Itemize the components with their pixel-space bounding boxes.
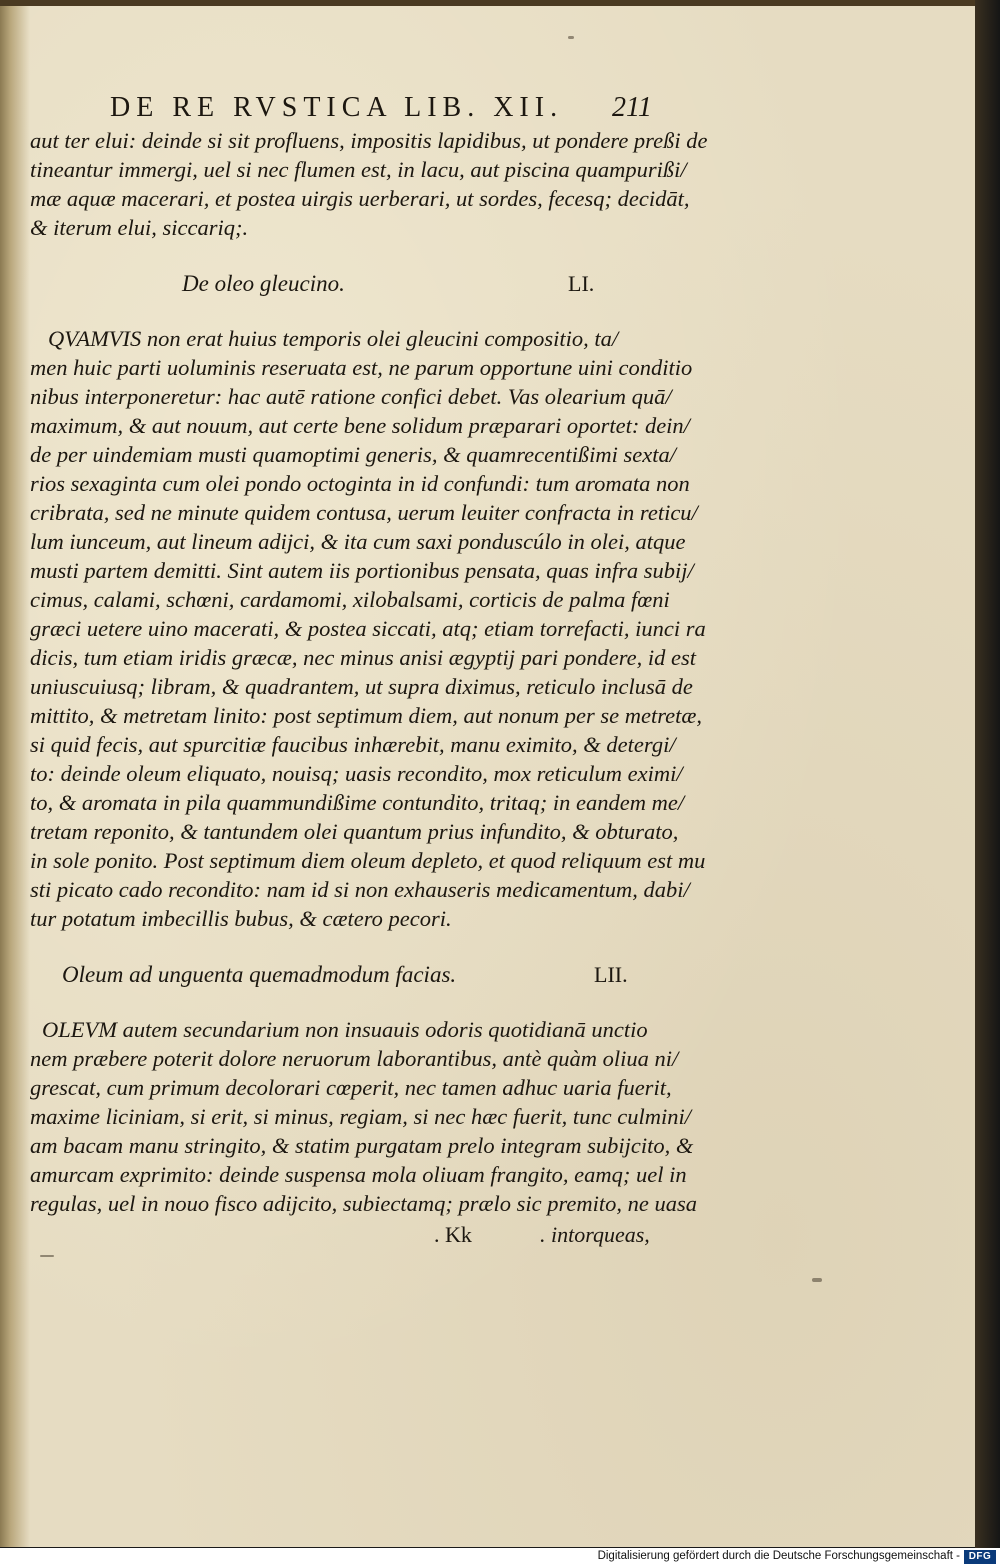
paper-speck (812, 1278, 822, 1282)
footer-credit: Digitalisierung gefördert durch die Deutsche Forschungsgemeinschaft - (597, 1550, 960, 1562)
text-line: regulas, uel in nouo fisco adijcito, subiectamq; prælo sic premito, ne uasa (30, 1191, 698, 1216)
running-head-title: DE RE RVSTICA LIB. XII. (110, 92, 564, 123)
text-line: & iterum elui, siccariq;. (30, 215, 249, 240)
text-line: uniuscuiusq; libram, & quadrantem, ut supra diximus, reticulo inclusā de (30, 674, 693, 699)
chapter-52-number: LII. (594, 962, 628, 987)
text-line: de per uindemiam musti quamoptimi generis, & quamrecentißimi sexta/ (30, 442, 676, 467)
signature-mark: . Kk (434, 1222, 472, 1247)
text-line: amurcam exprimito: deinde suspensa mola oliuam frangito, eamq; uel in (30, 1162, 687, 1187)
text-line: to: deinde oleum eliquato, nouisq; uasis recondito, mox reticulum eximi/ (30, 761, 683, 786)
text-line: tur potatum imbecillis bubus, & cætero pecori. (30, 906, 452, 931)
text-line: cribrata, sed ne minute quidem contusa, uerum leuiter confracta in reticu/ (30, 500, 698, 525)
text-line: tretam reponito, & tantundem olei quantum prius infundito, & obturato, (30, 819, 679, 844)
text-line: mæ aquæ macerari, et postea uirgis uerberari, ut sordes, fecesq; decidāt, (30, 186, 690, 211)
text-line: in sole ponito. Post septimum diem oleum depleto, et quod reliquum est mu (30, 848, 706, 873)
text-line: men huic parti uoluminis reseruata est, ne parum opportune uini conditio (30, 355, 693, 380)
text-line: cimus, calami, schœni, cardamomi, xilobalsami, corticis de palma fœni (30, 587, 670, 612)
chapter-52-heading: Oleum ad unguenta quemadmodum facias. (62, 962, 457, 987)
text-line: to, & aromata in pila quammundißime contundito, tritaq; in eandem me/ (30, 790, 685, 815)
page-gutter-shadow (0, 6, 30, 1547)
text-line: mittito, & metretam linito: post septimum diem, aut nonum per se metretæ, (30, 703, 703, 728)
text-line: græci uetere uino macerati, & postea siccati, atq; etiam torrefacti, iunci ra (30, 616, 706, 641)
text-line: QVAMVIS non erat huius temporis olei gleucini compositio, ta/ (48, 326, 619, 351)
page-number: 211 (612, 92, 652, 123)
text-line: musti partem demitti. Sint autem iis portionibus pensata, quas infra subij/ (30, 558, 694, 583)
text-line: lum iunceum, aut lineum adijci, & ita cum saxi ponduscúlo in olei, atque (30, 529, 686, 554)
text-line: dicis, tum etiam iridis græcæ, nec minus anisi ægyptij pari pondere, id est (30, 645, 697, 670)
text-line: maxime liciniam, si erit, si minus, regiam, si nec hæc fuerit, tunc culmini/ (30, 1104, 691, 1129)
paper-speck (40, 1255, 54, 1257)
catchword: . intorqueas, (540, 1222, 650, 1247)
text-line: rios sexaginta cum olei pondo octoginta in id confundi: tum aromata non (30, 471, 690, 496)
text-line: OLEVM autem secundarium non insuauis odoris quotidianā unctio (42, 1017, 648, 1042)
dfg-logo: DFG (964, 1550, 996, 1564)
paper-speck (568, 36, 574, 39)
text-line: nem præbere poterit dolore neruorum laborantibus, antè quàm oliua ni/ (30, 1046, 679, 1071)
page-right-edge (975, 0, 1000, 1548)
text-line: am bacam manu stringito, & statim purgatam prelo integram subijcito, & (30, 1133, 694, 1158)
text-line: si quid fecis, aut spurcitiæ faucibus inhærebit, manu eximito, & detergi/ (30, 732, 676, 757)
text-line: maximum, & aut nouum, aut certe bene solidum præparari oportet: dein/ (30, 413, 690, 438)
digitization-footer (0, 1548, 1000, 1567)
chapter-51-number: LI. (568, 271, 595, 296)
text-line: aut ter elui: deinde si sit profluens, impositis lapidibus, ut pondere preßi de (30, 128, 708, 153)
text-line: grescat, cum primum decolorari cœperit, nec tamen adhuc uaria fuerit, (30, 1075, 672, 1100)
text-line: tineantur immergi, uel si nec flumen est, in lacu, aut piscina quampurißi/ (30, 157, 687, 182)
text-line: nibus interponeretur: hac autē ratione confici debet. Vas olearium quā/ (30, 384, 672, 409)
text-line: sti picato cado recondito: nam id si non exhauseris medicamentum, dabi/ (30, 877, 690, 902)
chapter-51-heading: De oleo gleucino. (182, 271, 345, 296)
